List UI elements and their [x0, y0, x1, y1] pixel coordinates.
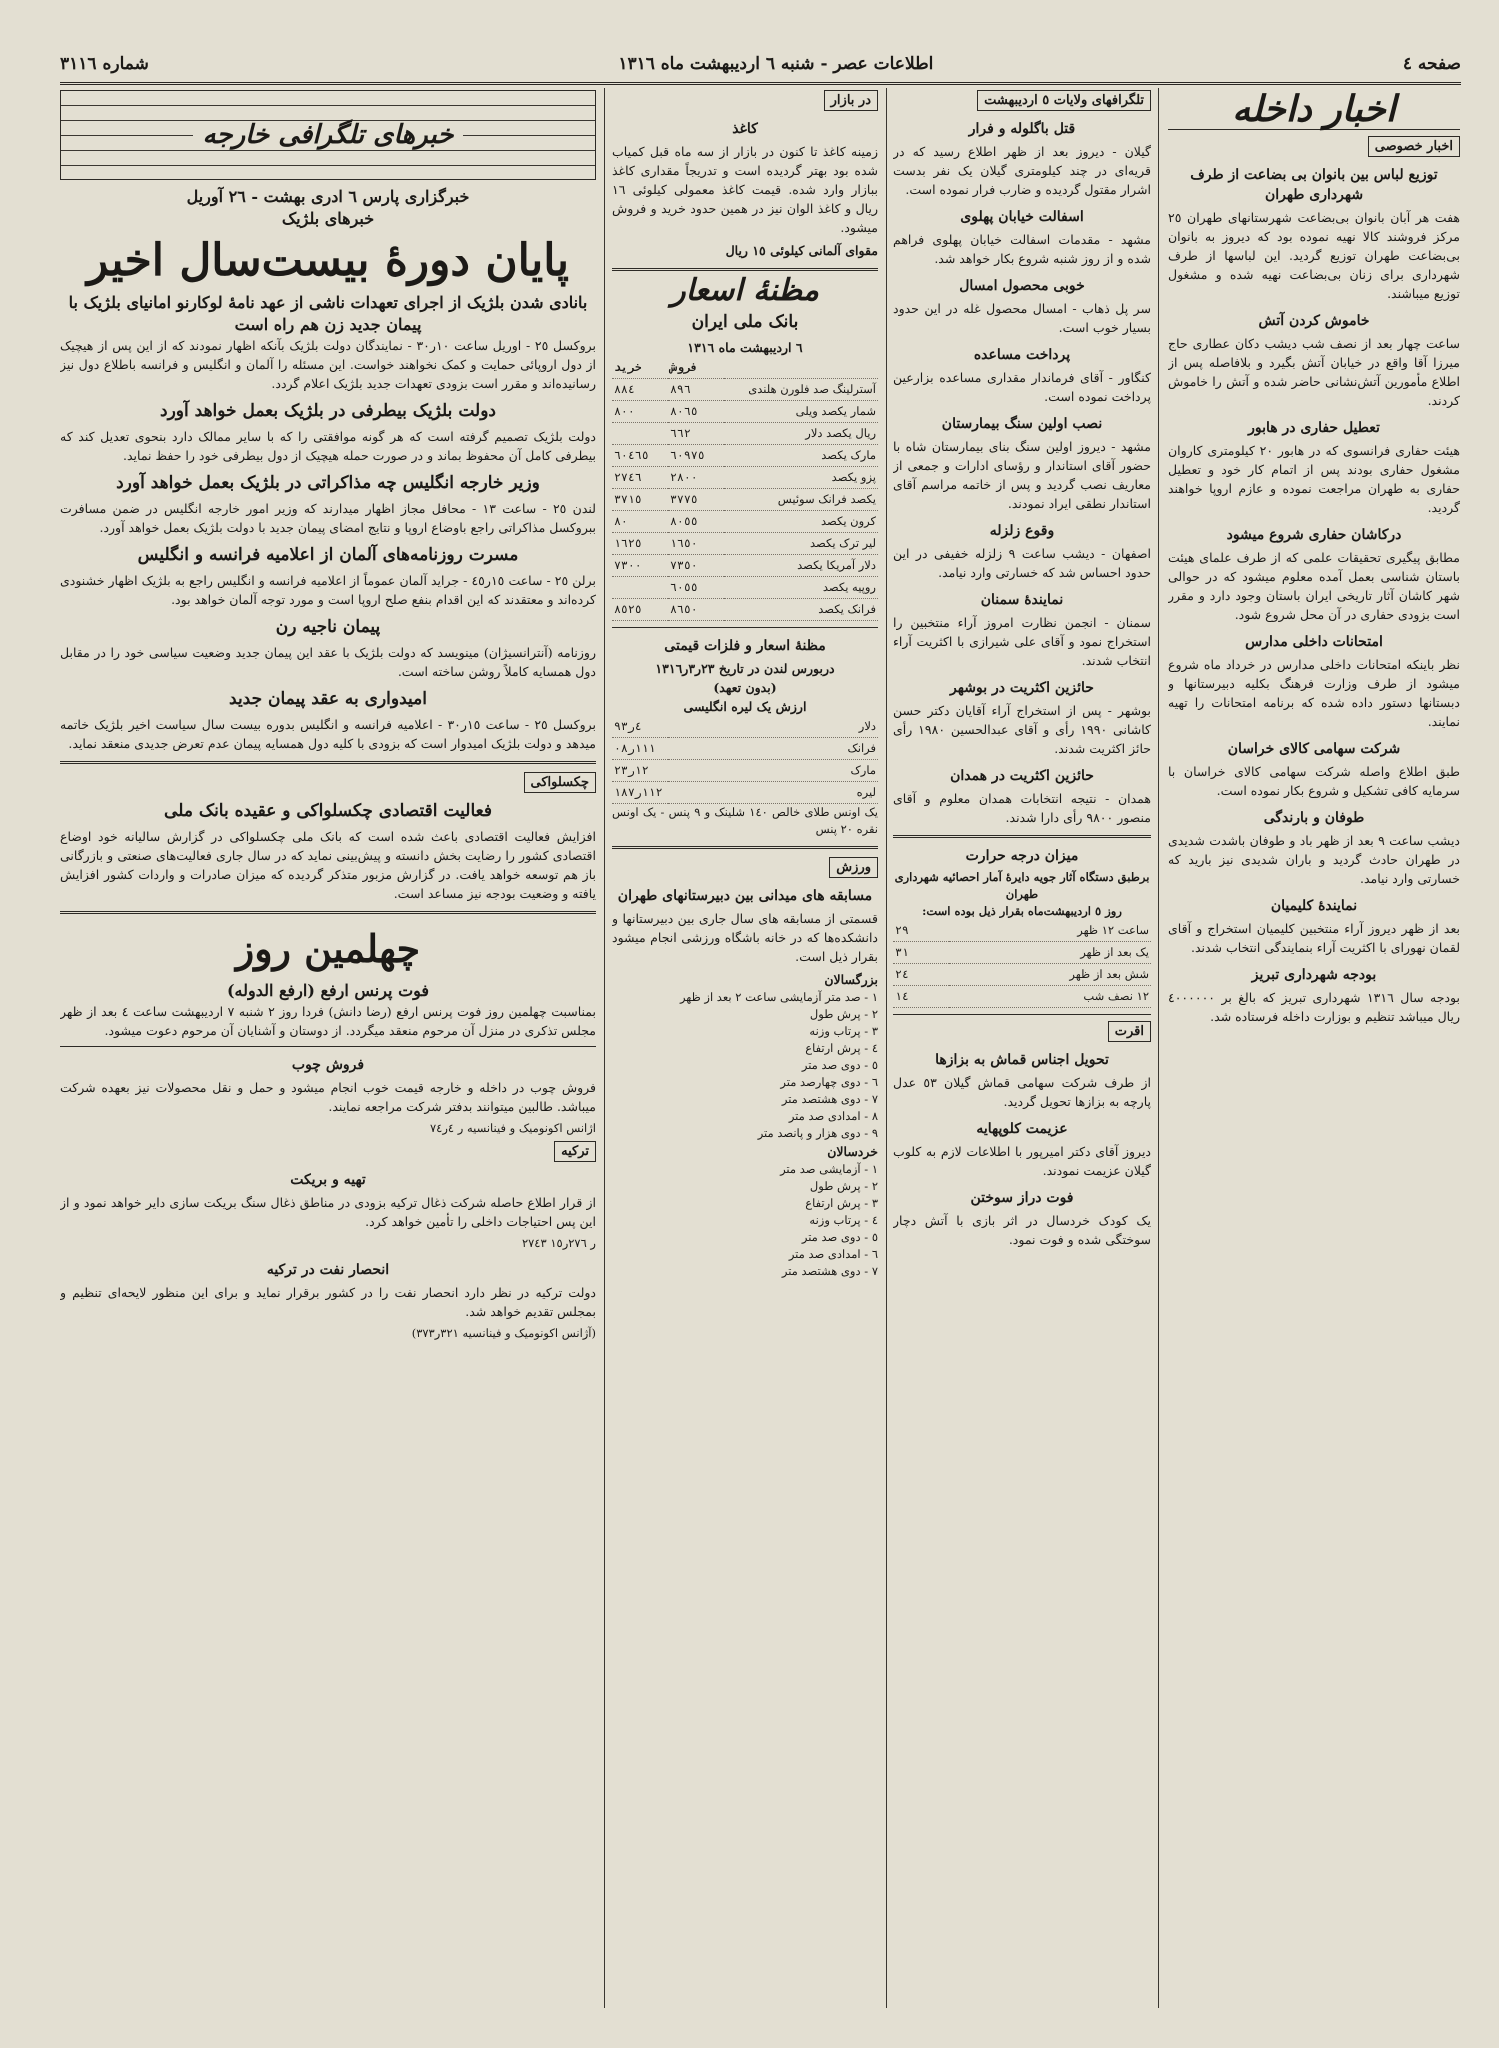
article-body: دولت بلژیک تصمیم گرفته است که هر گونه موافقتی را که با سایر ممالک دارد بنحوی تعدیل کند که بیطرفی کامل آن محفوظ بماند و در صورت حمله هیچیک از دول بیطرفی خود را حفظ نماید.: [60, 429, 596, 463]
paper-date: اطلاعات عصر - شنبه ٦ ارديبهشت ماه ١٣١٦: [618, 54, 934, 74]
list-item: ٥ - دوی صد متر: [801, 1058, 878, 1072]
article-title: حائزین اکثریت در بوشهر: [950, 680, 1094, 696]
article-body: کنگاور - آقای فرماندار مقداری مساعده بزارعین پرداخت نموده است.: [893, 370, 1151, 404]
article-title: خوبی محصول امسال: [959, 278, 1085, 294]
headline: پایان دورهٔ بیست‌سال اخیر: [87, 235, 569, 286]
article-body: بروکسل ٢٥ - ساعت ١٥ر٣٠ - اعلامیه فرانسه و انگلیس بدوره بیست سال سیاست اخیر بلژیک خاتمه میدهد و دولت بلژیک امیدوار است که بزودی با کلیه دول همسایه پیمان عدم تعرض جدیدی منعقد نماید.: [60, 717, 596, 751]
list-item: ٥ - دوی صد متر: [801, 1230, 878, 1244]
subsection: خبرهای بلژیک: [281, 209, 375, 228]
article-body: دیشب ساعت ٩ بعد از ظهر باد و طوفان باشدت شدیدی در طهران حادث گردید و باران شدیدی نیز بارید که خسارتی وارد نیامد.: [1168, 833, 1460, 886]
weather-table: [893, 920, 1151, 1008]
article-body: سمنان - انجمن نظارت امروز آراء منتخبین را استخراج نمود و آقای علی شیرازی با اکثریت آراء انتخاب شدند.: [893, 615, 1151, 668]
article-title: تهیه و بریکت: [290, 1172, 366, 1188]
section-label: اقرت: [1108, 1021, 1151, 1042]
article-title: نمایندهٔ سمنان: [980, 592, 1064, 608]
list-item: ١ - صد متر آزمایشی ساعت ٢ بعد از ظهر: [679, 990, 878, 1004]
article-body: بمناسبت چهلمین روز فوت پرنس ارفع (رضا دانش) فردا روز ٢ شنبه ٧ اردیبهشت ساعت ٤ بعد از ظهر مجلس تذکری در منزل آن مرحوم منعقد میگردد. از دوستان و آشنایان آن مرحوم دعوت میشود.: [60, 1004, 596, 1038]
article-body: ساعت چهار بعد از نصف شب دیشب دکان عطاری حاج میرزا آقا واقع در خیابان آتش بگیرد و بلافاصله پس از اطلاع مأمورین آتش‌نشانی حاضر شده و آتش را خاموش کردند.: [1168, 336, 1460, 408]
table-row: آسترلینگ صد فلورن هلندی ٨٩٦ ٨٨٤: [612, 379, 878, 401]
article-title: نمایندهٔ کلیمیان: [1270, 898, 1358, 914]
list-item: ٤ - پرش ارتفاع: [805, 1041, 878, 1055]
article-title: اسفالت خیابان پهلوی: [960, 209, 1084, 225]
article-body: هفت هر آبان بانوان بی‌بضاعت شهرستانهای طهران ٢٥ مرکز فروشند کالا نهیه نموده بود که دیروز به بانوان بی‌بضاعت طهران توزیع گردید. این لباسها از طرف شهرداری برای زنان بی‌بضاعت نهیه شده و مشغول توزیع میباشند.: [1168, 210, 1460, 301]
table-row: دلار ٤ر٩٣: [612, 716, 878, 738]
table-row: روپیه یکصد ٦٠٥٥: [612, 577, 878, 599]
article-title: مسرت روزنامه‌های آلمان از اعلامیه فرانسه و انگلیس: [137, 545, 519, 565]
section-masthead: اخبار داخله: [1232, 90, 1396, 130]
table-row: ساعت ١٢ ظهر ٢٩: [893, 920, 1151, 942]
article-body: افزایش فعالیت اقتصادی باعث شده است که بانک ملی چکسلواکی در گزارش سالیانه خود اوضاع اقتصادی کشور را رضایت بخش دانسته و پیش‌بینی نماید که در سال جاری فعالیت‌های صنعتی و بازرگانی باز هم توسعه خواهد یافت. در گزارش مزبور متذکر گردیده که میزان صادرات و واردات کشور افزایش یافته و وضعیت بودجه نیز مساعد است.: [60, 829, 596, 901]
table-row: ١٢ نصف شب ١٤: [893, 986, 1151, 1008]
article-body: قسمتی از مسابقه های سال جاری بین دبیرستانها و دانشکده‌ها که در خانه باشگاه ورزشی انجام میشود بقرار ذیل است.: [612, 911, 878, 964]
article-title: فروش چوب: [291, 1057, 365, 1073]
article-title: پرداخت مساعده: [973, 347, 1071, 363]
bank-date: ٦ اردیبهشت ماه ١٣١٦: [687, 340, 803, 355]
list-item: ٩ - دوی هزار و پانصد متر: [757, 1126, 878, 1140]
table-row: شش بعد از ظهر ٢٤: [893, 964, 1151, 986]
list-item: ٤ - پرتاب وزنه: [809, 1213, 878, 1227]
list-item: ٨ - امدادی صد متر: [788, 1109, 878, 1123]
article-title: وزیر خارجه انگلیس چه مذاکراتی در بلژیک بعمل خواهد آورد: [116, 473, 540, 493]
list-item: ٧ - دوی هشتصد متر: [781, 1092, 878, 1106]
memorial-subheadline: فوت پرنس ارفع (ارفع الدوله): [226, 981, 430, 1000]
table-row: دلار آمریکا یکصد ٧٣٥٠ ٧٣٠٠: [612, 555, 878, 577]
article-title: مسابقه های میدانی بین دبیرستانهای طهران: [617, 888, 873, 904]
dateline: خبرگزاری پارس ٦ ادری بهشت - ٢٦ آوریل: [186, 187, 470, 206]
column-foreign-news: [60, 90, 596, 1346]
article-title: انحصار نفت در ترکیه: [266, 1262, 390, 1278]
rates2-table: [612, 716, 878, 804]
article-body: بوشهر - پس از استخراج آراء آقایان دکتر حسن کاشانی ١٩٩٠ رأی و آقای عبدالحسین ١٩٨٠ رأی حائز اکثریت شدند.: [893, 703, 1151, 756]
section-label: اخبار خصوصی: [1368, 136, 1460, 157]
article-body: فروش چوب در داخله و خارجه قیمت خوب انجام میشود و حمل و نقل محصولات نیز بعهده شرکت میباشد. طالبین میتوانند بدفتر شرکت مراجعه نمایند.: [60, 1080, 596, 1114]
article-title: فعالیت اقتصادی چکسلواکی و عقیده بانک ملی: [164, 801, 492, 821]
section-label: تلگرافهای ولایات ٥ اردیبهشت: [977, 90, 1151, 111]
article-body: اصفهان - دیشب ساعت ٩ زلزله خفیفی در این حدود احساس شد که خسارتی وارد نیامد.: [893, 546, 1151, 580]
agency-credit: (آژانس اکونومیک و فینانسیه ٣٢١ر٣٧٣): [411, 1326, 596, 1340]
list-item: ١ - آزمایشی صد متر: [780, 1162, 878, 1176]
article-title: قتل باگلوله و فرار: [968, 121, 1076, 137]
weather-date: روز ٥ اردیبهشت‌ماه بقرار ذیل بوده است:: [922, 904, 1122, 918]
article-body: گیلان - دیروز بعد از ظهر اطلاع رسید که در قریه‌ای در چند کیلومتری گیلان یک نفر بدست اشرار مقتول گردیده و ضارب فرار نموده است.: [893, 144, 1151, 197]
gold-note: یک اونس طلای خالص ١٤٠ شلینک و ٩ پنس - یک اونس نقره ٢٠ پنس: [612, 805, 878, 836]
article-title: نصب اولین سنگ بیمارستان: [941, 416, 1103, 432]
agency-credit: اژانس اکونومیک و فینانسیه ر ٤ر٧٤: [429, 1121, 596, 1135]
sport-subheading: بزرگسالان: [824, 972, 878, 987]
section-label: ورزش: [829, 857, 878, 878]
article-title: وقوع زلزله: [989, 523, 1055, 539]
article-title: توزیع لباس بین بانوان بی بضاعت از طرف شهرداری طهران: [1190, 167, 1438, 203]
article-body: برلن ٢٥ - ساعت ١٥ر٤٥ - جراید آلمان عموماً از اعلامیه فرانسه و انگلیس راجع به بلژیک اظهار خشنودی کرده‌اند و معتقدند که این اقدام بنفع صلح اروپا است و مورد توجه آلمان خواهد بود.: [60, 573, 596, 607]
page-number: صفحه ٤: [1402, 54, 1461, 74]
article-title: بودجه شهرداری تبریز: [1251, 967, 1377, 983]
list-item: ٢ - پرش طول: [809, 1007, 878, 1021]
section-label: در بازار: [824, 90, 878, 111]
article-title: تعطیل حفاری در هابور: [1248, 420, 1380, 436]
rates-table: [612, 357, 878, 621]
section-label: ترکیه: [554, 1141, 596, 1162]
article-title: درکاشان حفاری شروع میشود: [1226, 527, 1402, 543]
telegram-logo: خبرهای تلگرافی خارجه: [60, 90, 596, 180]
bank-name: بانک ملی ایران: [691, 312, 799, 332]
column-internal-news: [1168, 90, 1460, 1030]
table-row: فرانک یکصد ٨٦٥٠ ٨٥٢٥: [612, 599, 878, 621]
table-row: مارک یکصد ٦٠٩٧٥ ٦٠٤٦٥: [612, 445, 878, 467]
memorial-headline: چهلمین روز: [235, 926, 421, 971]
column-rule: [604, 88, 605, 2008]
rates2-subtitle2: (بدون تعهد): [713, 680, 777, 695]
article-body: یک کودک خردسال در اثر بازی با آتش دچار سوختگی شده و فوت نمود.: [893, 1213, 1151, 1247]
article-body: طبق اطلاع واصله شرکت سهامی کالای خراسان با سرمایه کافی تشکیل و شروع بکار نموده است.: [1168, 764, 1460, 798]
table-row: ریال یکصد دلار ٦٦٢: [612, 423, 878, 445]
column-provincial: [893, 90, 1151, 1253]
article-body: مطابق پیگیری تحقیقات علمی که از طرف علمای هیئت باستان شناسی بعمل آمده معلوم میشود که در حوالی شهر کاشان آثار تاریخی ایران باستان وجود دارد و مقرر است بزودی حفاری در آن محل شروع شود.: [1168, 550, 1460, 622]
list-item: ٦ - امدادی صد متر: [788, 1247, 878, 1261]
section-label: چکسلواکی: [524, 772, 596, 793]
table-row: پزو یکصد ٢٨٠٠ ٢٧٤٦: [612, 467, 878, 489]
article-body: بودجه سال ١٣١٦ شهرداری تبریز که بالغ بر ٤٠٠٠٠٠٠ ریال میباشد تنظیم و بوزارت داخله فرستاده شد.: [1168, 990, 1460, 1024]
issue-number: شماره ٣١١٦: [60, 54, 149, 74]
article-title: کاغذ: [732, 121, 758, 137]
article-body: مشهد - مقدمات اسفالت خیابان پهلوی فراهم شده و از روز شنبه شروع بکار خواهد شد.: [893, 232, 1151, 266]
article-body: بعد از ظهر دیروز آراء منتخبین کلیمیان استخراج و آقای لقمان نهورای با اکثریت آراء بنمایندگی انتخاب شدند.: [1168, 921, 1460, 955]
article-body: دولت ترکیه در نظر دارد انحصار نفت را در کشور برقرار نماید و برای این منظور لایحه‌ای تنظیم و بمجلس تقدیم خواهد شد.: [60, 1285, 596, 1319]
article-title: عزیمت کلوپهایه: [976, 1121, 1068, 1137]
column-market: [612, 90, 878, 1280]
article-title: خاموش کردن آتش: [1258, 313, 1370, 329]
article-title: فوت دراز سوختن: [970, 1190, 1074, 1206]
article-body: نظر باینکه امتحانات داخلی مدارس در خرداد ماه شروع میشود از طرف وزارت فرهنگ بکلیه دبیرستانها و دبستانها دستور داده شده که برنامه امتحانات را تهیه نمایند.: [1168, 657, 1460, 729]
agency-credit: ر ٢٧٦ر١٥ ٢٧٤٣: [521, 1236, 596, 1250]
rates2-title: مظنهٔ اسعار و فلزات قیمتی: [664, 638, 826, 654]
article-body: همدان - نتیجه انتخابات همدان معلوم و آقای منصور ٩٨٠٠ رأی دارا شدند.: [893, 791, 1151, 825]
table-row: یک بعد از ظهر ٣١: [893, 942, 1151, 964]
article-body: هیئت حفاری فرانسوی که در هابور ٢٠ کیلومتری کاروان مشغول حفاری بودند پس از اتمام کار خود و تعطیل حفاری به طهران مراجعت نموده و عازم اروپا خواهند گردید.: [1168, 443, 1460, 515]
column-rule: [1158, 88, 1159, 2008]
article-title: امتحانات داخلی مدارس: [1245, 634, 1383, 650]
article-body: از طرف شرکت سهامی قماش گیلان ٥٣ عدل پارچه به بزازها تحویل گردید.: [893, 1075, 1151, 1109]
rates-title: مظنهٔ اسعار: [671, 273, 819, 308]
weather-title: میزان درجه حرارت: [965, 848, 1079, 864]
weather-subtitle: برطبق دستگاه آثار جویه دایرهٔ آمار احصائیه شهرداری طهران: [894, 870, 1150, 901]
table-row: یکصد فرانک سوئیس ٣٧٧٥ ٣٧١٥: [612, 489, 878, 511]
subheadline: بانادی شدن بلژیک از اجرای تعهدات ناشی از عهد نامهٔ لوکارنو امانیای بلژیک با پیمان جدید زن هم راه است: [68, 293, 588, 334]
article-title: پیمان ناجیه رن: [275, 617, 381, 637]
page-header: [60, 46, 1461, 85]
article-body: زمینه کاغذ تا کنون در بازار از سه ماه قبل کمیاب شده بود بهتر گردیده است و تدریجاً مقداری کاغذ ببازار وارد شده. قیمت کاغذ معمولی کیلوئی ١٦ ریال و کاغذ الوان نیز در همین حدود خرید و فروش میشود.: [612, 144, 878, 235]
article-title: دولت بلژیک بیطرفی در بلژیک بعمل خواهد آورد: [160, 401, 496, 421]
list-item: ٧ - دوی هشتصد متر: [781, 1264, 878, 1278]
table-row: لیر ترک یکصد ١٦٥٠ ١٦٢٥: [612, 533, 878, 555]
article-title: شرکت سهامی کالای خراسان: [1227, 741, 1401, 757]
table-row: فرانک ١١١ر٠٨: [612, 738, 878, 760]
article-body: روزنامه (آنترانسیژان) مینویسد که دولت بلژیک با عقد این پیمان جدید وضعیت سیاسی خود را در مقابل دول همسایه کاملاً روشن ساخته است.: [60, 645, 596, 679]
rates2-subtitle: دربورس لندن در تاریخ ٢٣ر٣ر١٣١٦: [655, 661, 835, 676]
table-row: شمار یکصد ویلی ٨٠٦٥ ٨٠٠: [612, 401, 878, 423]
article-body: از قرار اطلاع حاصله شرکت ذغال ترکیه بزودی در مناطق ذغال سنگ بریکت سازی دایر خواهد نمود و از این پس احتیاجات داخلی را تأمین خواهد کرد.: [60, 1195, 596, 1229]
table-header: فروش خرید: [612, 357, 878, 379]
article-title: طوفان و بارندگی: [1263, 810, 1365, 826]
article-body: دیروز آقای دکتر امیرپور با اطلاعات لازم به کلوب گیلان عزیمت نمودند.: [893, 1144, 1151, 1178]
article-title: تحویل اجناس قماش به بزازها: [935, 1052, 1109, 1068]
article-title: امیدواری به عقد پیمان جدید: [229, 689, 427, 709]
column-rule: [886, 88, 887, 2008]
rates2-heading: ارزش یک لیره انگلیسی: [683, 699, 807, 714]
list-item: ٣ - پرتاب وزنه: [809, 1024, 878, 1038]
article-body: مشهد - دیروز اولین سنگ بنای بیمارستان شاه با حضور آقای استاندار و رؤسای ادارات و جمعی از معاریف نصب گردید و پس از خاتمه مراسم آقای استاندار نطقی ایراد نمودند.: [893, 439, 1151, 511]
list-item: ٦ - دوی چهارصد متر: [780, 1075, 878, 1089]
article-body: سر پل ذهاب - امسال محصول غله در این حدود بسیار خوب است.: [893, 301, 1151, 335]
table-row: کرون یکصد ٨٠٥٥ ٨٠: [612, 511, 878, 533]
list-item: ٣ - پرش ارتفاع: [805, 1196, 878, 1210]
article-body: بروکسل ٢٥ - اوریل ساعت ١٠ر٣٠ - نمایندگان دولت بلژیک بآنکه اظهار نمودند که از این پس از هیچیک از دول اروپائی حمایت و کمک نخواهند خواست. این مسئله را آلمان و انگلیس و فرانسه باطلاع دول نیز رسانیده‌اند و مقرر است بزودی تعهدات جدید بلژیک اعلام گردد.: [60, 338, 596, 391]
article-note: مقوای آلمانی کیلوئی ١٥ ریال: [725, 243, 878, 258]
table-row: مارک ١٢ر٢٣: [612, 760, 878, 782]
article-title: حائزین اکثریت در همدان: [950, 768, 1094, 784]
article-body: لندن ٢٥ - ساعت ١٣ - محافل مجاز اظهار میدارند که وزیر امور خارجه انگلیس در ضمن مسافرت ببروکسل مذاکراتی راجع باوضاع اروپا و نتایج امضای پیمان جدید با دولت بلژیک بعمل خواهد آورد.: [60, 501, 596, 535]
table-row: لیره ١١٢ر١٨٧: [612, 782, 878, 804]
list-item: ٢ - پرش طول: [809, 1179, 878, 1193]
sport-subheading: خردسالان: [827, 1144, 878, 1159]
